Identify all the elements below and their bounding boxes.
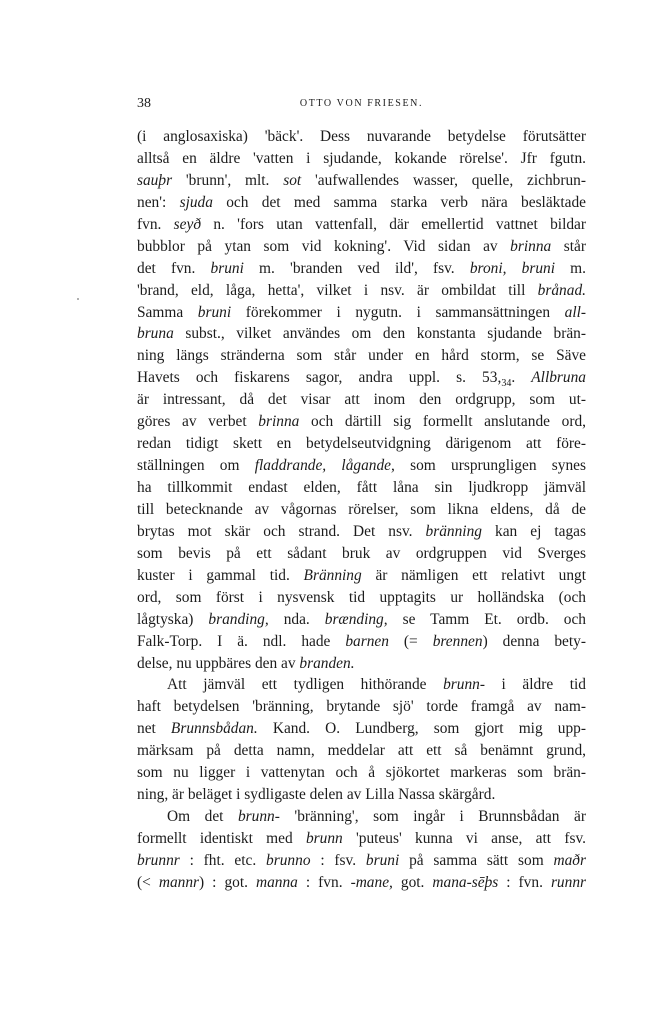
text-run: maðr <box>553 851 586 869</box>
text-run: branding, <box>208 610 269 628</box>
text-run: bruna <box>137 325 174 343</box>
text-run: och det med samma starka verb nära besläktade <box>212 193 586 211</box>
text-line <box>137 170 586 192</box>
text-run: (= <box>388 632 433 650</box>
text-line <box>137 323 586 345</box>
text-line <box>137 762 586 784</box>
text-line <box>137 367 586 389</box>
text-run: fvn. <box>137 215 174 233</box>
text-run: det fvn. <box>137 259 211 277</box>
text-run: mana-sēþs <box>432 873 499 891</box>
text-run: som ursprungligen synes <box>394 457 586 475</box>
text-run: göres av verbet <box>137 413 259 431</box>
text-run: ning, är beläget i sydligaste delen av Lilla Nassa skärgård. <box>137 786 496 804</box>
text-run: ha tillkommit endast elden, fått låna sin ljudkropp jämväl <box>137 479 586 496</box>
text-run: fladdrande, lågande, <box>254 457 395 475</box>
text-line <box>137 740 586 762</box>
text-line <box>137 784 586 806</box>
text-run: lågtyska) <box>137 610 209 628</box>
text-run: Havets och fiskarens sagor, andra uppl. s. 53, <box>137 369 502 387</box>
text-line <box>137 389 586 411</box>
text-run: formellt identiskt med <box>137 830 306 847</box>
text-line <box>137 280 586 302</box>
text-run: är nämligen ett relativt ungt <box>361 566 586 584</box>
text-line <box>137 455 586 477</box>
text-line <box>137 543 586 565</box>
text-run: 'puteus' kunna vi anse, att fsv. <box>342 830 586 847</box>
text-run: Kand. O. Lundberg, som gjort mig upp- <box>257 720 586 738</box>
text-run: m. <box>555 259 586 277</box>
text-line <box>137 674 586 696</box>
text-run: på samma sätt som <box>399 851 554 869</box>
text-line <box>137 806 586 828</box>
text-run: brunn- <box>443 676 485 694</box>
text-run: brennen <box>432 632 483 650</box>
text-run: Att jämväl ett tydligen hithörande <box>167 676 444 694</box>
text-run: redan tidigt skett en betydelseutvidgning därigenom att före- <box>137 435 586 453</box>
text-run: brytas mot skär och strand. Det nsv. <box>137 522 426 540</box>
text-run: runnr <box>550 873 587 891</box>
margin-speck <box>77 298 79 300</box>
text-run: kan ej tagas <box>481 522 587 540</box>
text-run: Falk-Torp. I ä. ndl. hade <box>137 632 346 650</box>
text-run: brinna <box>510 237 552 255</box>
text-line <box>137 521 586 543</box>
text-line <box>137 850 586 872</box>
page-number: 38 <box>137 96 151 111</box>
text-run: alltså en äldre 'vatten i sjudande, kokande rörelse'. Jfr fgutn. <box>137 149 586 167</box>
text-run: brunn- <box>237 808 280 826</box>
text-run: Samma <box>137 303 198 321</box>
text-line <box>137 302 586 324</box>
text-run: märksam på detta namn, meddelar att ett så benämnt grund, <box>137 742 586 760</box>
text-run: 'brand, eld, låga, hetta', vilket i nsv. är ombildat till <box>137 281 538 299</box>
text-run: ställningen om <box>137 457 255 475</box>
text-run: förekommer i nygutn. i sammansättningen <box>231 303 565 321</box>
text-run: : fsv. <box>310 851 366 869</box>
text-run: brunnr <box>137 851 180 869</box>
text-run: . <box>511 369 532 387</box>
text-run: ning längs stränderna som står under en hård storm, se Säve <box>137 347 586 365</box>
text-line <box>137 499 586 521</box>
running-title: OTTO VON FRIESEN. <box>299 98 424 109</box>
text-run: bränning <box>425 522 482 540</box>
text-run: 'bränning', som ingår i Brunnsbådan är <box>279 808 586 826</box>
text-run: brånad. <box>537 281 586 299</box>
text-line <box>137 477 586 499</box>
text-run: mannr <box>158 873 200 891</box>
text-run: : fvn. <box>498 873 551 891</box>
text-run: kuster i gammal tid. <box>137 566 304 584</box>
text-line <box>137 872 586 894</box>
text-line <box>137 236 586 258</box>
text-run: got. <box>392 873 433 891</box>
text-run: ) : got. <box>199 873 256 891</box>
text-run: broni, bruni <box>469 259 555 277</box>
text-run: : fvn. <box>297 873 351 891</box>
text-run: är intressant, då det visar att inom den ordgrupp, som ut- <box>137 391 586 409</box>
text-run: -mane, <box>350 873 393 891</box>
text-run: haft betydelsen 'bränning, brytande sjö' torde framgå av nam- <box>137 698 586 716</box>
text-run: n. 'fors utan vattenfall, där emellertid vattnet bildar <box>201 215 586 233</box>
text-run: nda. <box>268 610 325 628</box>
text-run: subst., vilket användes om den konstanta sjudande brän- <box>173 325 586 343</box>
text-run: bruni <box>210 259 244 277</box>
body-text <box>137 126 586 894</box>
text-run: Allbruna <box>531 369 587 387</box>
text-run: bruni <box>365 851 400 869</box>
text-line <box>137 565 586 587</box>
text-run: delse, nu uppbäres den av <box>137 654 300 672</box>
text-run: brænding, <box>324 610 388 628</box>
text-line <box>137 214 586 236</box>
text-run: står <box>551 237 586 255</box>
text-line <box>137 411 586 433</box>
text-run: all- <box>564 303 587 321</box>
text-run: bruni <box>197 303 232 321</box>
text-line <box>137 192 586 214</box>
text-run: sot <box>283 171 302 189</box>
text-run: nen': <box>137 193 180 211</box>
text-run: brunn <box>305 830 343 847</box>
text-run: som bevis på ett sådant bruk av ordgruppen vid Sverges <box>137 544 586 562</box>
text-run: ) denna bety- <box>482 632 586 650</box>
text-run: till betecknande av vågornas rörelser, som likna eldens, då de <box>137 500 586 518</box>
text-line <box>137 345 586 367</box>
text-line <box>137 258 586 280</box>
text-line <box>137 653 586 675</box>
text-run: sjuda <box>179 193 213 211</box>
text-run: manna <box>255 873 298 891</box>
text-run: 34 <box>501 378 512 390</box>
running-head <box>137 96 586 114</box>
text-line <box>137 609 586 631</box>
text-line <box>137 148 586 170</box>
text-run: i äldre tid <box>484 676 586 694</box>
text-run: m. 'branden ved ild', fsv. <box>243 259 470 277</box>
text-run: Om det <box>167 808 238 826</box>
text-run: ord, som först i nysvensk tid upptagits ur holländska (och <box>137 588 586 606</box>
text-run: brunno <box>266 851 311 869</box>
text-line <box>137 433 586 455</box>
text-line <box>137 631 586 653</box>
text-run: Bränning <box>303 566 362 584</box>
text-line <box>137 126 586 148</box>
text-run: brinna <box>258 413 300 431</box>
text-run: bubblor på ytan som vid kokning'. Vid sidan av <box>137 237 511 255</box>
text-line <box>137 587 586 609</box>
text-run: 'brunn', mlt. <box>172 171 284 189</box>
text-run: branden. <box>299 654 355 672</box>
text-run: Brunnsbådan. <box>170 720 258 738</box>
text-run: som nu ligger i vattenytan och å sjökortet markeras som brän- <box>137 764 586 782</box>
text-run: se Tamm Et. ordb. och <box>387 610 586 628</box>
text-run: barnen <box>345 632 389 650</box>
text-run: 'aufwallendes wasser, quelle, zichbrun- <box>301 171 587 189</box>
text-run: (< <box>137 873 159 891</box>
text-line <box>137 696 586 718</box>
text-run: sauþr <box>137 171 173 189</box>
text-run: (i anglosaxiska) 'bäck'. Dess nuvarande betydelse förutsätter <box>137 128 586 145</box>
text-line <box>137 718 586 740</box>
text-run: net <box>137 720 171 738</box>
text-run: : fht. etc. <box>179 851 267 869</box>
text-run: och därtill sig formellt anslutande ord, <box>299 413 586 431</box>
text-line <box>137 828 586 850</box>
text-run: seyð <box>173 215 202 233</box>
